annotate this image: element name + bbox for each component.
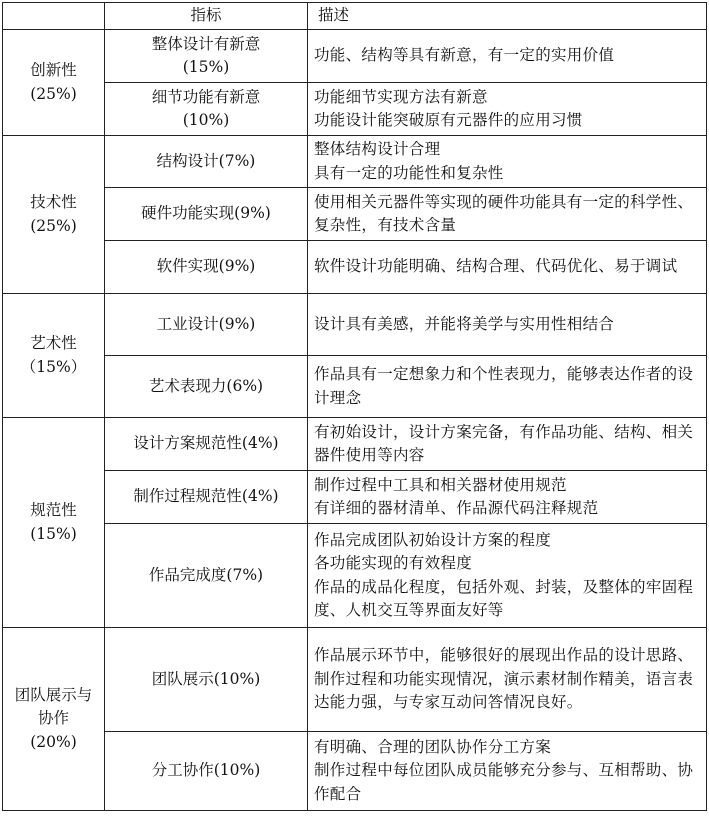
table-row — [3, 294, 707, 356]
table-row — [3, 524, 707, 628]
table-row — [3, 418, 707, 471]
table-row — [3, 732, 707, 811]
description-line: 各功能实现的有效程度 — [314, 554, 473, 572]
indicator-cell: 结构设计(7%) — [105, 136, 308, 188]
indicator-cell — [105, 83, 308, 136]
indicator-cell — [105, 30, 308, 83]
evaluation-criteria-table — [2, 2, 707, 811]
table-row — [3, 628, 707, 732]
table-row — [3, 136, 707, 188]
category-weight: (20%) — [30, 732, 77, 751]
header-indicator: 指标 — [105, 3, 308, 30]
category-name: 技术性 — [30, 193, 77, 211]
indicator-weight: (10%) — [182, 111, 230, 129]
description-cell — [308, 732, 707, 811]
header-blank-cell — [3, 3, 105, 30]
description-line: 有明确、合理的团队协作分工方案 — [314, 737, 552, 756]
category-cell-standardization — [3, 418, 105, 628]
category-weight: （15%） — [20, 357, 87, 376]
description-line: 设计具有美感，并能将美学与实用性相结合 — [314, 314, 615, 333]
category-cell-artistic — [3, 294, 105, 418]
description-line: 作品的成品化程度，包括外观、封装，及整体的牢固程度、人机交互等界面友好等 — [314, 577, 694, 619]
table-row — [3, 83, 707, 136]
description-line: 制作过程中每位团队成员能够充分参与、互相帮助、协作配合 — [314, 761, 694, 803]
description-line: 作品具有一定想象力和个性表现力，能够表达作者的设计理念 — [314, 365, 694, 407]
indicator-cell: 设计方案规范性(4%) — [105, 418, 308, 471]
table-header-row — [3, 3, 707, 30]
indicator-cell: 工业设计(9%) — [105, 294, 308, 356]
indicator-cell: 制作过程规范性(4%) — [105, 471, 308, 524]
description-cell — [308, 628, 707, 732]
description-line: 整体结构设计合理 — [314, 140, 441, 158]
description-line: 具有一定的功能性和复杂性 — [314, 163, 504, 182]
description-cell — [308, 188, 707, 241]
table-row — [3, 241, 707, 294]
indicator-name: 整体设计有新意 — [151, 34, 261, 53]
description-cell — [308, 30, 707, 83]
category-weight: (15%) — [30, 524, 77, 543]
table-row — [3, 30, 707, 83]
table-row — [3, 356, 707, 418]
indicator-name: 细节功能有新意 — [151, 87, 261, 106]
category-name: 团队展示与协作 — [14, 685, 93, 728]
description-cell — [308, 356, 707, 418]
category-cell-technical — [3, 136, 105, 294]
description-line: 有详细的器材清单、作品源代码注释规范 — [314, 499, 599, 517]
table-row — [3, 471, 707, 524]
category-weight: (25%) — [30, 84, 77, 103]
indicator-weight: (15%) — [182, 58, 230, 76]
indicator-cell: 分工协作(10%) — [105, 732, 308, 811]
description-cell — [308, 136, 707, 188]
table-row — [3, 188, 707, 241]
category-cell-team — [3, 628, 105, 811]
description-line: 功能细节实现方法有新意 — [314, 87, 488, 106]
header-description: 描述 — [308, 3, 707, 30]
description-cell — [308, 471, 707, 524]
category-cell-innovation — [3, 30, 105, 136]
description-line: 功能、结构等具有新意，有一定的实用价值 — [314, 46, 615, 65]
description-cell — [308, 524, 707, 628]
description-line: 作品完成团队初始设计方案的程度 — [314, 530, 552, 549]
indicator-cell: 艺术表现力(6%) — [105, 356, 308, 418]
category-name: 创新性 — [30, 61, 77, 79]
category-weight: (25%) — [30, 216, 77, 235]
indicator-cell: 软件实现(9%) — [105, 241, 308, 294]
description-line: 使用相关元器件等实现的硬件功能具有一定的科学性、复杂性，有技术含量 — [314, 192, 694, 234]
description-line: 制作过程中工具和相关器材使用规范 — [314, 475, 567, 494]
description-cell — [308, 418, 707, 471]
description-cell — [308, 83, 707, 136]
indicator-cell: 作品完成度(7%) — [105, 524, 308, 628]
category-name: 规范性 — [30, 501, 77, 519]
description-cell — [308, 294, 707, 356]
description-line: 软件设计功能明确、结构合理、代码优化、易于调试 — [314, 257, 678, 276]
indicator-cell: 团队展示(10%) — [105, 628, 308, 732]
description-line: 作品展示环节中，能够很好的展现出作品的设计思路、制作过程和功能实现情况，演示素材制作精美，语言表达能力强，与专家互动问答情况良好。 — [314, 646, 694, 712]
category-name: 艺术性 — [30, 334, 77, 352]
description-line: 有初始设计，设计方案完备，有作品功能、结构、相关器件使用等内容 — [314, 422, 694, 464]
description-cell — [308, 241, 707, 294]
description-line: 功能设计能突破原有元器件的应用习惯 — [314, 111, 583, 129]
indicator-cell: 硬件功能实现(9%) — [105, 188, 308, 241]
